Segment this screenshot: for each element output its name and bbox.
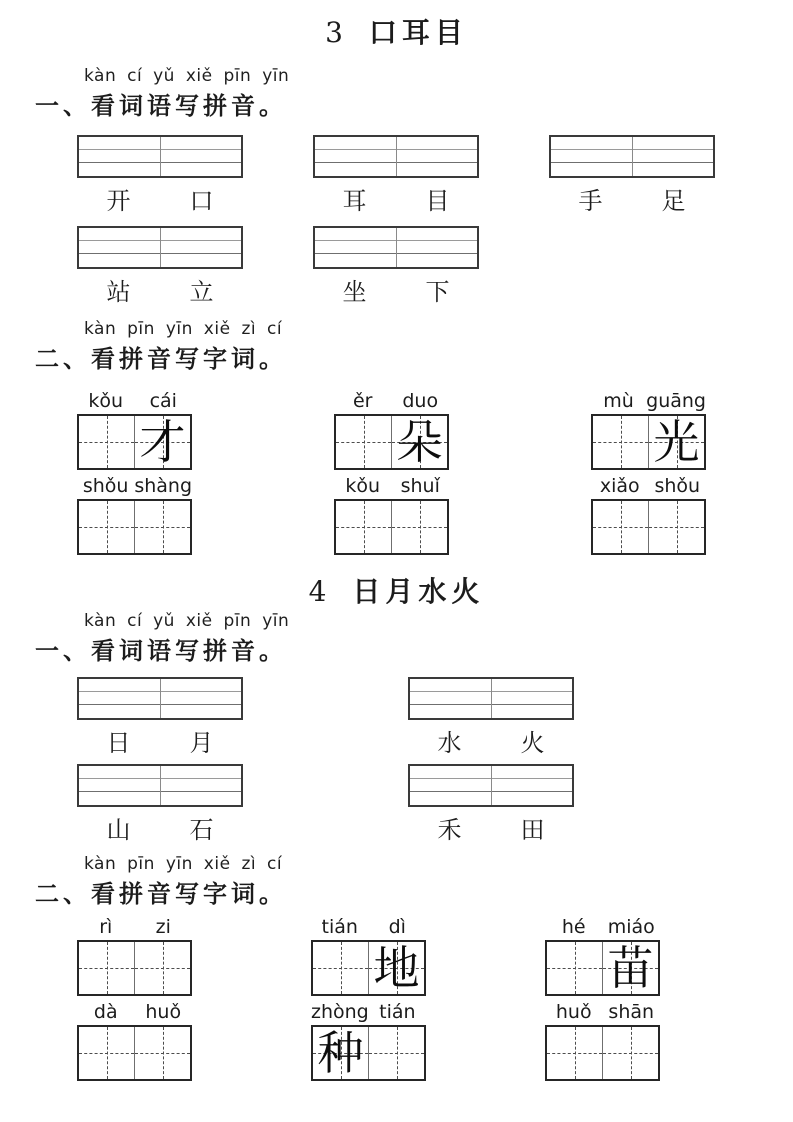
pinyin-writing-item bbox=[408, 677, 574, 756]
pinyin-label bbox=[311, 1001, 426, 1023]
handwritten-char bbox=[135, 501, 190, 553]
pinyin-grid-row bbox=[0, 226, 793, 305]
lesson-4-title bbox=[0, 575, 793, 609]
handwritten-char bbox=[649, 501, 704, 553]
pinyin-writing-item bbox=[77, 135, 243, 214]
tian-zi-grid bbox=[77, 414, 192, 470]
handwritten-char bbox=[593, 416, 648, 468]
word-char: 足 bbox=[661, 187, 686, 215]
handwritten-char bbox=[135, 942, 190, 994]
grid-line bbox=[160, 228, 161, 267]
pinyin-syllable: guāng bbox=[646, 390, 706, 412]
writing-cell bbox=[649, 416, 704, 468]
word-char: 口 bbox=[189, 187, 214, 215]
pinyin-grid-row bbox=[0, 764, 793, 843]
handwritten-char bbox=[313, 942, 368, 994]
handwritten-char: 种 bbox=[317, 1026, 364, 1080]
grid-line bbox=[160, 679, 161, 718]
pinyin-grid-row bbox=[0, 677, 793, 756]
pinyin-syllable: tián bbox=[321, 916, 358, 938]
pinyin-writing-item bbox=[313, 135, 479, 214]
pinyin-label bbox=[545, 916, 660, 938]
pinyin-syllable: tián bbox=[379, 1001, 416, 1023]
char-writing-item bbox=[311, 1001, 426, 1081]
pinyin-four-line-grid bbox=[549, 135, 715, 178]
word-char: 立 bbox=[189, 278, 214, 306]
tian-zi-grid bbox=[545, 940, 660, 996]
grid-line bbox=[160, 137, 161, 176]
section-heading: 二、看拼音写字词。 bbox=[35, 880, 287, 908]
writing-cell bbox=[79, 1027, 135, 1079]
char-writing-item bbox=[77, 1001, 192, 1081]
word-label bbox=[77, 730, 243, 756]
pinyin-label bbox=[77, 475, 192, 497]
handwritten-char bbox=[79, 942, 134, 994]
tian-zi-grid bbox=[311, 1025, 426, 1081]
pinyin-grid-row bbox=[0, 135, 793, 214]
word-char: 火 bbox=[520, 729, 545, 757]
writing-cell bbox=[603, 942, 658, 994]
pinyin-syllable: zi bbox=[155, 916, 171, 938]
char-grid-row bbox=[0, 916, 793, 996]
char-writing-item bbox=[77, 390, 192, 470]
handwritten-char bbox=[547, 1027, 602, 1079]
grid-line bbox=[160, 766, 161, 805]
word-char: 下 bbox=[425, 278, 450, 306]
pinyin-syllable: rì bbox=[99, 916, 113, 938]
pinyin-syllable: duo bbox=[402, 390, 439, 412]
writing-cell bbox=[369, 942, 424, 994]
lesson-number: 4 bbox=[308, 575, 327, 608]
lesson-3 bbox=[0, 0, 793, 555]
word-char: 耳 bbox=[342, 187, 367, 215]
writing-cell bbox=[135, 416, 190, 468]
pinyin-syllable: mù bbox=[603, 390, 634, 412]
pinyin-syllable: hé bbox=[561, 916, 586, 938]
word-char: 山 bbox=[106, 816, 131, 844]
pinyin-writing-item bbox=[77, 677, 243, 756]
writing-cell bbox=[79, 501, 135, 553]
pinyin-label bbox=[77, 916, 192, 938]
word-char: 水 bbox=[437, 729, 462, 757]
tian-zi-grid bbox=[77, 1025, 192, 1081]
word-char: 石 bbox=[189, 816, 214, 844]
char-writing-item bbox=[591, 390, 706, 470]
writing-cell bbox=[135, 501, 190, 553]
word-label bbox=[77, 188, 243, 214]
pinyin-hint: kàn pīn yīn xiě zì cí bbox=[84, 319, 283, 339]
pinyin-label bbox=[77, 1001, 192, 1023]
pinyin-syllable: kǒu bbox=[88, 390, 124, 412]
pinyin-syllable: kǒu bbox=[345, 475, 381, 497]
pinyin-label bbox=[311, 916, 426, 938]
pinyin-syllable: shǒu bbox=[654, 475, 701, 497]
lesson-number: 3 bbox=[325, 16, 343, 49]
handwritten-char bbox=[79, 1027, 134, 1079]
writing-cell bbox=[369, 1027, 424, 1079]
grid-line bbox=[632, 137, 633, 176]
grid-line bbox=[396, 137, 397, 176]
tian-zi-grid bbox=[311, 940, 426, 996]
grid-line bbox=[491, 766, 492, 805]
pinyin-writing-item bbox=[77, 764, 243, 843]
word-char: 日 bbox=[106, 729, 131, 757]
pinyin-syllable: shuǐ bbox=[400, 475, 440, 497]
word-char: 开 bbox=[106, 187, 131, 215]
writing-cell bbox=[79, 416, 135, 468]
pinyin-syllable: xiǎo bbox=[599, 475, 640, 497]
tian-zi-grid bbox=[545, 1025, 660, 1081]
word-label bbox=[77, 279, 243, 305]
char-grid-row bbox=[0, 475, 793, 555]
handwritten-char: 苗 bbox=[607, 941, 654, 995]
section-heading: 二、看拼音写字词。 bbox=[35, 345, 287, 373]
lesson-3-title bbox=[0, 0, 793, 50]
char-writing-item bbox=[334, 475, 449, 555]
writing-cell bbox=[547, 1027, 603, 1079]
grid-line bbox=[491, 679, 492, 718]
word-label bbox=[549, 188, 715, 214]
handwritten-char: 光 bbox=[653, 415, 700, 469]
pinyin-writing-item bbox=[313, 226, 479, 305]
writing-cell bbox=[392, 416, 447, 468]
handwritten-char bbox=[547, 942, 602, 994]
handwritten-char bbox=[336, 416, 391, 468]
handwritten-char bbox=[369, 1027, 424, 1079]
pinyin-syllable: dà bbox=[93, 1001, 118, 1023]
pinyin-hint: kàn cí yǔ xiě pīn yīn bbox=[84, 611, 290, 631]
pinyin-four-line-grid bbox=[408, 677, 574, 720]
word-char: 坐 bbox=[342, 278, 367, 306]
char-writing-item bbox=[77, 916, 192, 996]
handwritten-char: 朵 bbox=[396, 415, 443, 469]
char-writing-item bbox=[545, 1001, 660, 1081]
pinyin-label bbox=[334, 390, 449, 412]
pinyin-four-line-grid bbox=[77, 677, 243, 720]
writing-cell bbox=[135, 942, 190, 994]
pinyin-four-line-grid bbox=[408, 764, 574, 807]
char-writing-item bbox=[591, 475, 706, 555]
writing-cell bbox=[593, 416, 649, 468]
word-label bbox=[408, 730, 574, 756]
grid-line bbox=[396, 228, 397, 267]
writing-cell bbox=[593, 501, 649, 553]
char-grid-row bbox=[0, 390, 793, 470]
writing-cell bbox=[313, 942, 369, 994]
pinyin-four-line-grid bbox=[77, 226, 243, 269]
pinyin-syllable: cái bbox=[149, 390, 177, 412]
word-char: 月 bbox=[189, 729, 214, 757]
writing-cell bbox=[313, 1027, 369, 1079]
writing-cell bbox=[649, 501, 704, 553]
word-label bbox=[313, 279, 479, 305]
word-char: 手 bbox=[578, 187, 603, 215]
pinyin-writing-item bbox=[77, 226, 243, 305]
handwritten-char: 才 bbox=[139, 415, 186, 469]
section-heading: 一、看词语写拼音。 bbox=[35, 637, 287, 665]
handwritten-char bbox=[603, 1027, 658, 1079]
char-writing-item bbox=[77, 475, 192, 555]
pinyin-syllable: miáo bbox=[607, 916, 655, 938]
word-char: 目 bbox=[425, 187, 450, 215]
pinyin-hint: kàn cí yǔ xiě pīn yīn bbox=[84, 66, 290, 86]
handwritten-char bbox=[79, 501, 134, 553]
pinyin-label bbox=[77, 390, 192, 412]
pinyin-syllable: shǒu bbox=[82, 475, 129, 497]
pinyin-label bbox=[545, 1001, 660, 1023]
pinyin-writing-item bbox=[408, 764, 574, 843]
writing-cell bbox=[135, 1027, 190, 1079]
lesson-name: 口耳目 bbox=[368, 16, 468, 49]
word-label bbox=[77, 817, 243, 843]
pinyin-label bbox=[591, 390, 706, 412]
char-writing-item bbox=[311, 916, 426, 996]
writing-cell bbox=[392, 501, 447, 553]
pinyin-syllable: zhòng bbox=[311, 1001, 369, 1023]
pinyin-four-line-grid bbox=[77, 764, 243, 807]
writing-cell bbox=[336, 501, 392, 553]
pinyin-syllable: huǒ bbox=[145, 1001, 182, 1023]
word-char: 田 bbox=[520, 816, 545, 844]
tian-zi-grid bbox=[591, 499, 706, 555]
word-label bbox=[408, 817, 574, 843]
tian-zi-grid bbox=[334, 414, 449, 470]
pinyin-four-line-grid bbox=[313, 226, 479, 269]
pinyin-syllable: ěr bbox=[352, 390, 373, 412]
pinyin-syllable: dì bbox=[388, 916, 406, 938]
lesson-name: 日月水火 bbox=[352, 575, 485, 608]
handwritten-char bbox=[79, 416, 134, 468]
word-char: 禾 bbox=[437, 816, 462, 844]
pinyin-four-line-grid bbox=[77, 135, 243, 178]
tian-zi-grid bbox=[334, 499, 449, 555]
tian-zi-grid bbox=[77, 940, 192, 996]
pinyin-syllable: shān bbox=[608, 1001, 655, 1023]
char-writing-item bbox=[545, 916, 660, 996]
writing-cell bbox=[603, 1027, 658, 1079]
pinyin-syllable: huǒ bbox=[555, 1001, 592, 1023]
char-grid-row bbox=[0, 1001, 793, 1081]
pinyin-syllable: shàng bbox=[134, 475, 192, 497]
word-char: 站 bbox=[106, 278, 131, 306]
word-label bbox=[313, 188, 479, 214]
handwritten-char bbox=[593, 501, 648, 553]
pinyin-four-line-grid bbox=[313, 135, 479, 178]
handwritten-char bbox=[135, 1027, 190, 1079]
tian-zi-grid bbox=[591, 414, 706, 470]
pinyin-writing-item bbox=[549, 135, 715, 214]
lesson-4 bbox=[0, 575, 793, 1081]
handwritten-char: 地 bbox=[373, 941, 420, 995]
tian-zi-grid bbox=[77, 499, 192, 555]
writing-cell bbox=[547, 942, 603, 994]
handwritten-char bbox=[392, 501, 447, 553]
pinyin-label bbox=[334, 475, 449, 497]
handwritten-char bbox=[336, 501, 391, 553]
pinyin-label bbox=[591, 475, 706, 497]
section-heading: 一、看词语写拼音。 bbox=[35, 92, 287, 120]
writing-cell bbox=[336, 416, 392, 468]
char-writing-item bbox=[334, 390, 449, 470]
pinyin-hint: kàn pīn yīn xiě zì cí bbox=[84, 854, 283, 874]
writing-cell bbox=[79, 942, 135, 994]
